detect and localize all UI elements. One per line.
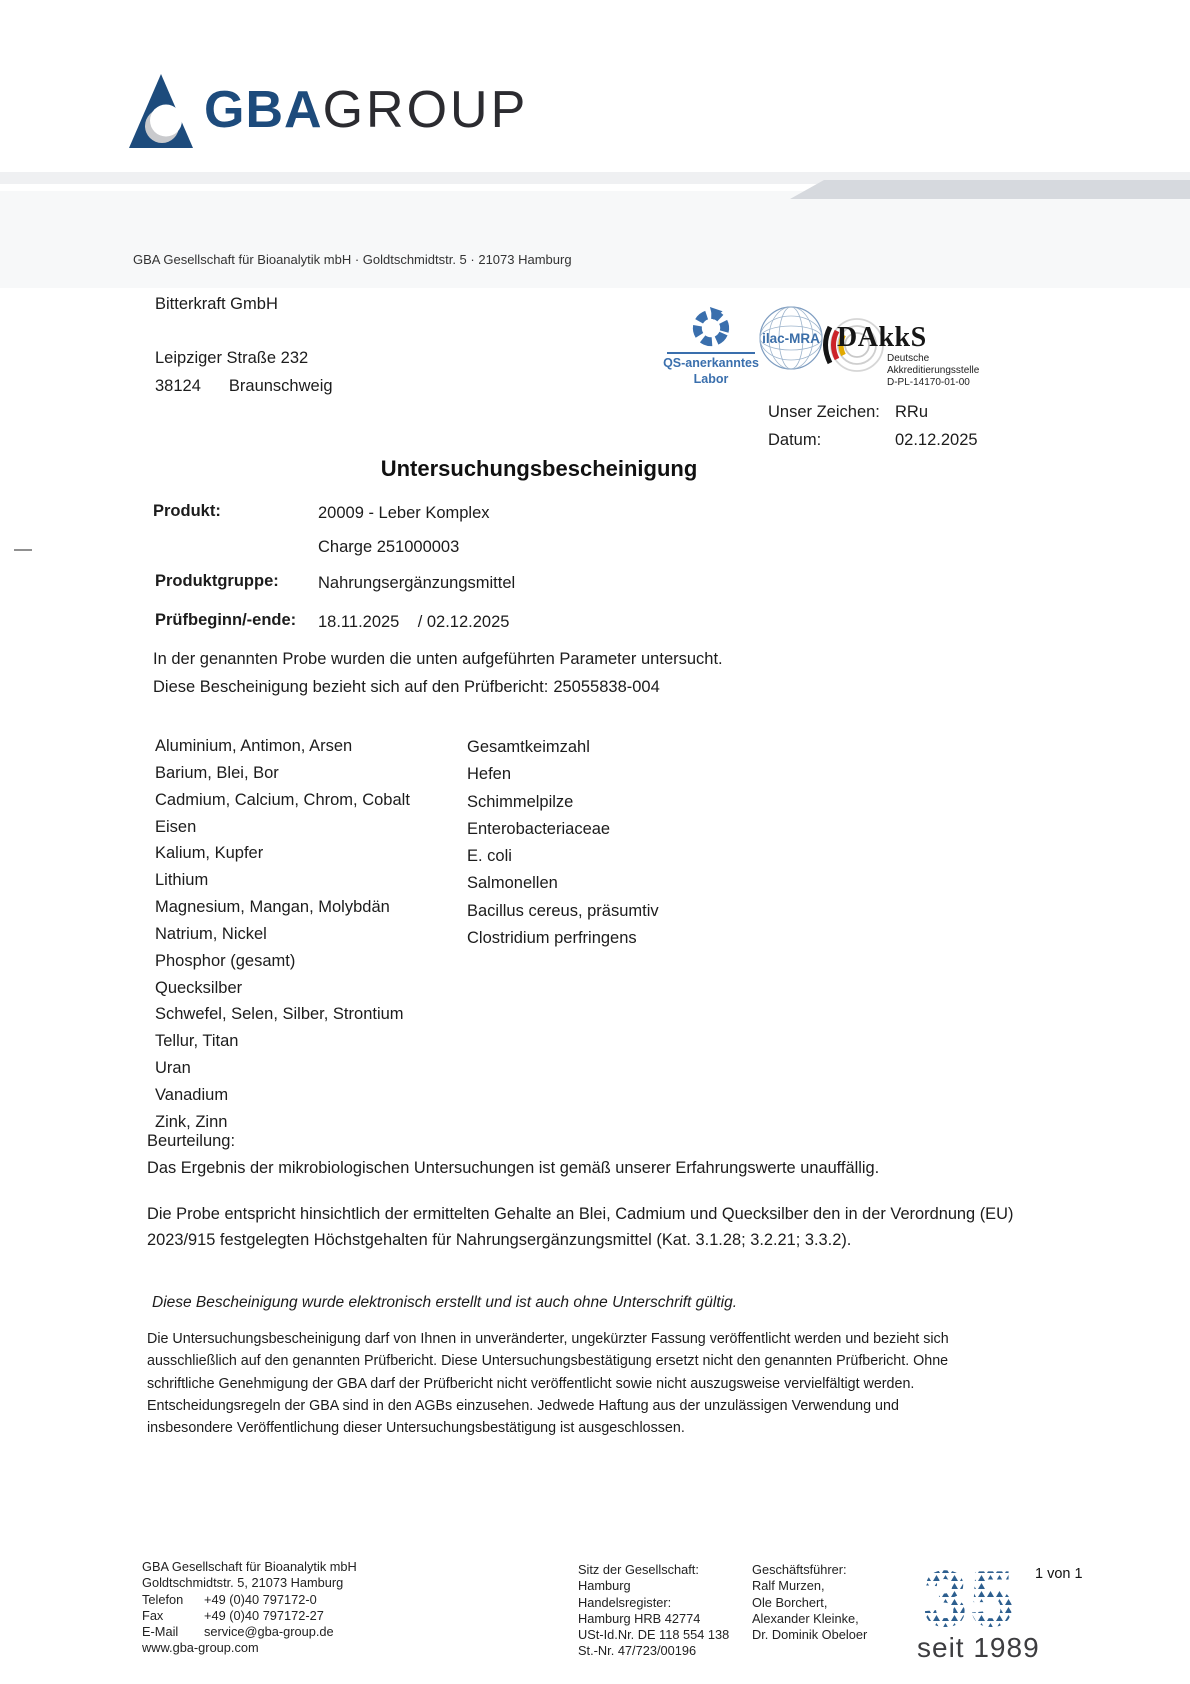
footer-website: www.gba-group.com xyxy=(142,1640,259,1656)
fold-mark xyxy=(14,549,32,551)
list-item: Enterobacteriaceae xyxy=(467,819,611,838)
list-item: E. coli xyxy=(467,847,512,866)
footer-line: Alexander Kleinke, xyxy=(752,1610,859,1626)
dakks-label: DAkkS xyxy=(837,322,927,353)
qs-labor-icon xyxy=(690,306,732,348)
list-item: Barium, Blei, Bor xyxy=(155,763,279,782)
brand-group: GROUP xyxy=(322,81,529,139)
intro-line: In der genannten Probe wurden die unten aufgeführten Parameter untersucht. xyxy=(153,650,723,668)
sender-line: GBA Gesellschaft für Bioanalytik mbH · Goldtschmidtstr. 5 · 21073 Hamburg xyxy=(133,252,572,267)
disclaimer-text: Die Untersuchungsbescheinigung darf von Ihnen in unveränderter, ungekürzter Fassung veröffentlicht werden und bezieht sich ausschließlich auf den genannten Prüfbericht. Diese Untersuchungsbestätigung ersetzt nicht den genannten Prüfbericht. Ohne schriftliche Genehmigung der GBA darf der Prüfbericht nicht veröffentlicht sowie nicht auszugsweise vervielfältigt werden. Entscheidungsregeln der GBA sind in den AGBs einzusehen. Jedwede Haftung aus der unzulässigen Verwendung und insbesondere Veröffentlichung dieser Untersuchungsbestätigung ist ausgeschlossen. xyxy=(147,1331,949,1437)
product-value: 20009 - Leber Komplex xyxy=(318,504,490,522)
qs-labor-label: QS-anerkanntes Labor xyxy=(663,356,759,386)
footer-line: Handelsregister: xyxy=(578,1594,672,1610)
brand-gba: GBA xyxy=(204,81,323,139)
list-item: Lithium xyxy=(155,871,209,890)
list-item: Schimmelpilze xyxy=(467,792,574,811)
anniversary-logo xyxy=(915,1554,1125,1674)
report-number: 25055838-004 xyxy=(553,678,660,696)
footer-line: Sitz der Gesellschaft: xyxy=(578,1562,699,1577)
footer-line: Ole Borchert, xyxy=(752,1594,828,1610)
list-item: Bacillus cereus, präsumtiv xyxy=(467,901,659,920)
footer-company-name: GBA Gesellschaft für Bioanalytik mbH xyxy=(142,1559,357,1574)
parameter-list-microbiology xyxy=(467,734,659,952)
footer-line: Geschäftsführer: xyxy=(752,1562,847,1577)
ilac-mra-label: ilac-MRA xyxy=(762,331,820,346)
list-item: Schwefel, Selen, Silber, Strontium xyxy=(155,1005,404,1024)
report-reference-line xyxy=(153,678,660,697)
list-item: Vanadium xyxy=(155,1085,229,1104)
list-item: Cadmium, Calcium, Chrom, Cobalt xyxy=(155,790,410,809)
footer-contact-row: E-Mail service@gba-group.de xyxy=(142,1624,334,1640)
product-group-value: Nahrungsergänzungsmittel xyxy=(318,574,516,592)
footer-company-address: Goldtschmidtstr. 5, 21073 Hamburg xyxy=(142,1575,344,1591)
assessment-micro-text: Das Ergebnis der mikrobiologischen Untersuchungen ist gemäß unserer Erfahrungswerte unauffällig. xyxy=(147,1159,880,1177)
anniversary-number: 35 xyxy=(923,1558,1016,1634)
page-indicator: 1 von 1 xyxy=(1035,1566,1083,1582)
footer-line: Hamburg HRB 42774 xyxy=(578,1610,701,1626)
footer-line: USt-Id.Nr. DE 118 554 138 xyxy=(578,1627,730,1643)
list-item: Aluminium, Antimon, Arsen xyxy=(155,737,353,755)
footer-registry-column xyxy=(578,1562,729,1660)
list-item: Phosphor (gesamt) xyxy=(155,951,296,970)
recipient-zip: 38124 xyxy=(155,377,201,395)
date-label: Datum: xyxy=(768,431,822,449)
brand-wordmark xyxy=(204,80,528,140)
footer-company-column xyxy=(142,1559,357,1657)
list-item: Eisen xyxy=(155,817,197,836)
list-item: Gesamtkeimzahl xyxy=(467,738,590,756)
list-item: Magnesium, Mangan, Molybdän xyxy=(155,898,390,917)
list-item: Clostridium perfringens xyxy=(467,929,637,948)
certification-logos xyxy=(655,300,1095,392)
list-item: Salmonellen xyxy=(467,874,558,893)
footer-line: Hamburg xyxy=(578,1578,631,1594)
charge-value: Charge 251000003 xyxy=(318,538,460,556)
footer-line: St.-Nr. 47/723/00196 xyxy=(578,1643,697,1659)
recipient-street: Leipziger Straße 232 xyxy=(155,349,309,367)
reference-value: RRu xyxy=(895,403,929,421)
footer-contact-row: Fax +49 (0)40 797172-27 xyxy=(142,1607,324,1623)
dakks-subtitle: Deutsche Akkreditierungsstelle D-PL-14170-01-00 xyxy=(887,353,980,388)
list-item: Hefen xyxy=(467,765,512,784)
product-group-label: Produktgruppe: xyxy=(155,572,279,590)
assessment-label: Beurteilung: xyxy=(147,1132,236,1150)
parameter-list-chemical xyxy=(155,733,410,1136)
report-reference-label: Diese Bescheinigung bezieht sich auf den Prüfbericht: xyxy=(153,678,549,696)
recipient-zip-city xyxy=(155,377,333,396)
footer-management-column xyxy=(752,1562,867,1643)
page-title: Untersuchungsbescheinigung xyxy=(380,456,698,481)
header-band-dark-strip xyxy=(790,180,1190,199)
list-item: Tellur, Titan xyxy=(155,1032,239,1051)
anniversary-35-icon xyxy=(923,1558,1045,1634)
list-item: Kalium, Kupfer xyxy=(155,844,264,863)
reference-label: Unser Zeichen: xyxy=(768,403,880,421)
test-period-label: Prüfbeginn/-ende: xyxy=(155,611,297,629)
since-1989-label: seit 1989 xyxy=(917,1632,1040,1663)
test-period-value: 18.11.2025 / 02.12.2025 xyxy=(318,613,510,631)
list-item: Natrium, Nickel xyxy=(155,924,267,943)
assessment-limits-text: Die Probe entspricht hinsichtlich der ermittelten Gehalte an Blei, Cadmium und Quecksilber den in der Verordnung (EU) 2023/915 festgelegten Höchstgehalten für Nahrungsergänzungsmittel (Kat. 3.1.28; 3.2.21; 3.3.2). xyxy=(147,1205,1014,1249)
list-item: Quecksilber xyxy=(155,978,243,997)
electronic-validity-note: Diese Bescheinigung wurde elektronisch erstellt und ist auch ohne Unterschrift gültig. xyxy=(152,1294,738,1311)
list-item: Zink, Zinn xyxy=(155,1112,228,1131)
footer-line: Dr. Dominik Obeloer xyxy=(752,1627,868,1643)
header-band-area xyxy=(0,191,1190,288)
qs-underline xyxy=(667,352,755,354)
footer-contact-row: Telefon +49 (0)40 797172-0 xyxy=(142,1591,317,1607)
product-label: Produkt: xyxy=(153,502,221,520)
date-value: 02.12.2025 xyxy=(895,431,978,449)
footer-line: Ralf Murzen, xyxy=(752,1578,825,1594)
recipient-name: Bitterkraft GmbH xyxy=(155,295,278,313)
gba-triangle-icon xyxy=(129,74,193,148)
recipient-city: Braunschweig xyxy=(228,377,333,395)
list-item: Uran xyxy=(155,1059,191,1078)
